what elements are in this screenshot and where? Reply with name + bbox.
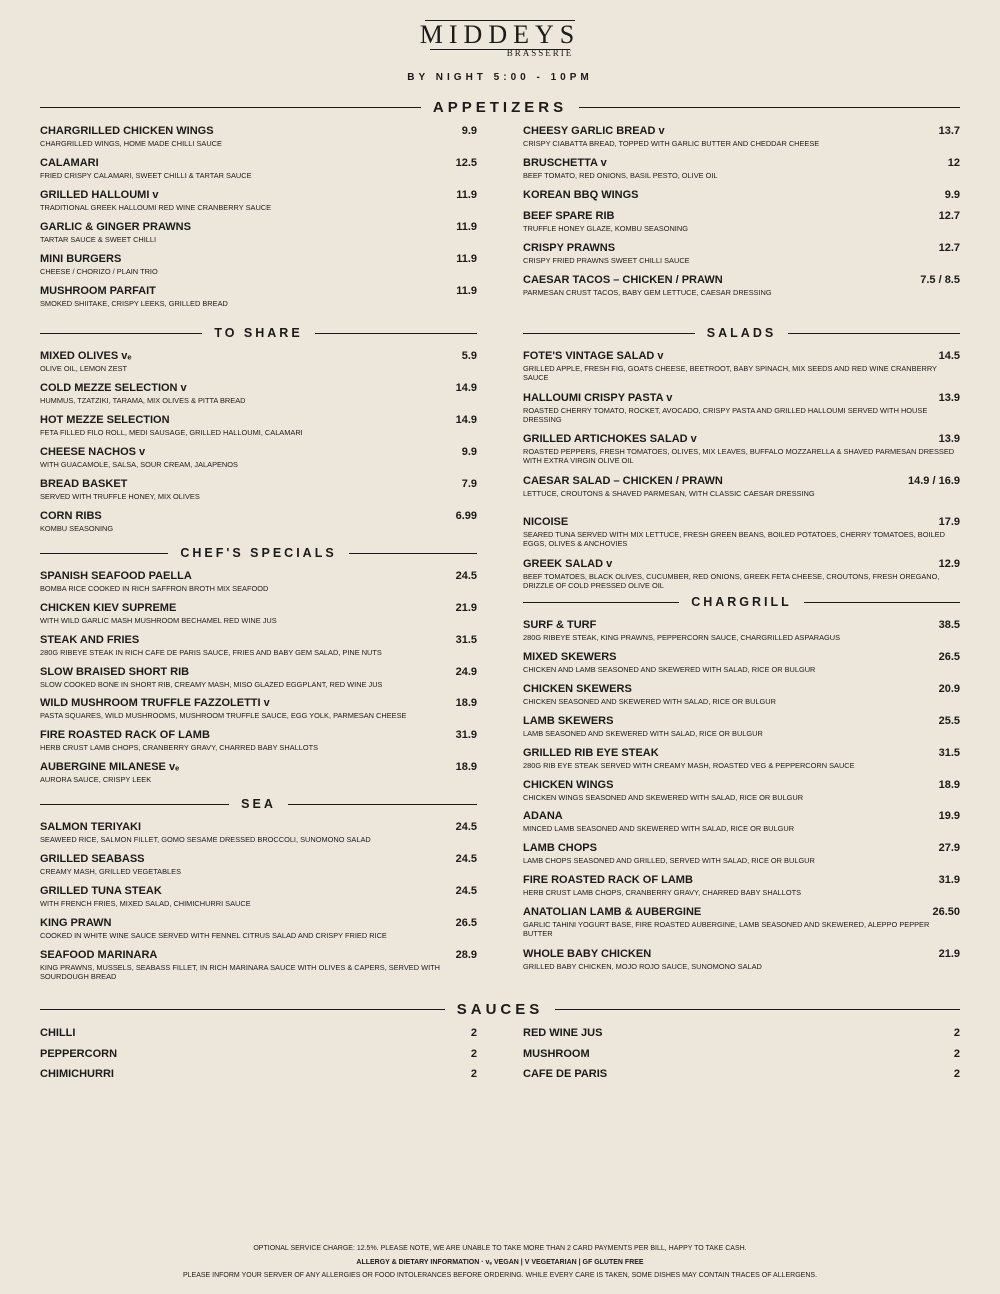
menu-item-price: 2 [953,1068,960,1080]
menu-item [40,414,477,437]
menu-item-row [523,842,960,854]
menu-item [40,382,477,405]
menu-item-description: FRIED CRISPY CALAMARI, SWEET CHILLI & TARTAR SAUCE [40,171,252,180]
menu-item-price: 18.9 [938,779,960,791]
menu-item-name: CAFE DE PARIS [523,1068,608,1080]
menu-item [40,853,477,876]
menu-item-description: KING PRAWNS, MUSSELS, SEABASS FILLET, IN RICH MARINARA SAUCE WITH OLIVES & CAPERS, SERVED WITH SOURDOUGH BREAD [40,963,440,981]
menu-item-price: 14.5 [938,350,960,362]
menu-item-name: STEAK AND FRIES [40,634,140,646]
menu-item-row [523,475,960,487]
menu-item-name: CAESAR TACOS – CHICKEN / PRAWN [523,274,723,286]
menu-item-description: 280G RIBEYE STEAK, KING PRAWNS, PEPPERCORN SAUCE, CHARGRILLED ASPARAGUS [523,633,841,642]
menu-item-name: PEPPERCORN [40,1047,118,1060]
menu-item-name: AUBERGINE MILANESE vₑ [40,761,180,773]
menu-item-price: 2 [953,1027,960,1039]
menu-item [40,666,477,689]
menu-item [523,683,960,706]
menu-item-row [523,651,960,663]
menu-item-name: SALMON TERIYAKI [40,821,142,833]
menu-item-description: BOMBA RICE COOKED IN RICH SAFFRON BROTH MIX SEAFOOD [40,584,269,593]
menu-item-row [40,761,477,773]
menu-item-price: 11.9 [456,189,477,201]
menu-item-name: CHIMICHURRI [40,1068,114,1080]
menu-item-description: GARLIC TAHINI YOGURT BASE, FIRE ROASTED AUBERGINE, LAMB SEASONED AND SKEWERED, ALEPPO PEPPER BUTTER [523,920,930,938]
menu-item [40,1048,477,1060]
menu-item-name: CORN RIBS [40,510,102,522]
menu-item [523,1048,960,1060]
section-title: APPETIZERS [432,99,568,116]
menu-item-name: GARLIC & GINGER PRAWNS [40,221,191,233]
menu-item-price: 18.9 [455,697,477,709]
menu-item-description: CRISPY CIABATTA BREAD, TOPPED WITH GARLIC BUTTER AND CHEDDAR CHEESE [523,139,820,148]
menu-item-description: ROASTED CHERRY TOMATO, ROCKET, AVOCADO, CRISPY PASTA AND GRILLED HALLOUMI SERVED WITH HOUSE DRESSING [523,405,928,424]
menu-item-price: 7.5 / 8.5 [920,274,960,286]
allergen-notice: PLEASE INFORM YOUR SERVER OF ANY ALLERGIES OR FOOD INTOLERANCES BEFORE ORDERING. WHILE EVERY CARE IS TAKEN, SOME DISHES MAY CONTAIN TRACES OF ALLERGENS. [182,1272,818,1279]
menu-item-row [523,392,960,404]
menu-item-description: CREAMY MASH, GRILLED VEGETABLES [40,867,182,876]
menu-item [40,125,477,148]
menu-item-price: 11.9 [456,285,477,297]
menu-item-name: KOREAN BBQ WINGS [523,189,639,201]
menu-item [523,475,960,498]
menu-item-row [40,634,477,646]
menu-item-name: MINI BURGERS [40,253,122,265]
menu-item-name: CRISPY PRAWNS [523,242,616,254]
menu-item-name: FOTE'S VINTAGE SALAD v [523,350,664,362]
menu-item-description: CHICKEN SEASONED AND SKEWERED WITH SALAD, RICE OR BULGUR [523,697,776,706]
menu-item [523,810,960,833]
menu-item-price: 12.9 [938,557,960,570]
menu-item [40,189,477,212]
menu-item [40,253,477,276]
menu-item-price: 5.9 [461,350,477,362]
menu-item-row [523,619,960,631]
menu-item [523,516,960,548]
menu-item-row [523,683,960,695]
menu-item [523,948,960,971]
menu-item-name: FIRE ROASTED RACK OF LAMB [40,729,210,741]
menu-item-price: 11.9 [456,253,477,265]
menu-item [523,651,960,674]
menu-item-name: MUSHROOM PARFAIT [40,285,156,297]
menu-item-price: 17.9 [938,516,960,528]
menu-item-price: 6.99 [455,510,477,522]
menu-item [40,478,477,501]
menu-item-price: 31.5 [455,634,477,646]
menu-item-row [40,350,477,362]
menu-item-description: FETA FILLED FILO ROLL, MEDI SAUSAGE, GRILLED HALLOUMI, CALAMARI [40,428,303,437]
menu-item [40,729,477,752]
menu-item-row [523,189,960,201]
menu-item-row [523,274,960,286]
menu-item-description: MINCED LAMB SEASONED AND SKEWERED WITH SALAD, RICE OR BULGUR [523,824,795,833]
menu-item-description: SEARED TUNA SERVED WITH MIX LETTUCE, FRESH GREEN BEANS, BOILED POTATOES, CHERRY TOMATOES, BOILED EGGS, OLIVES & ANCHOVIES [523,530,945,548]
menu-item-price: 31.9 [938,874,960,886]
menu-item-name: COLD MEZZE SELECTION v [40,382,187,394]
section-title: CHARGRILL [691,595,792,609]
menu-item-name: RED WINE JUS [523,1027,603,1039]
menu-item-price: 2 [470,1068,477,1080]
menu-item-description: LETTUCE, CROUTONS & SHAVED PARMESAN, WITH CLASSIC CAESAR DRESSING [523,488,815,498]
menu-item [40,510,477,533]
menu-item-name: HOT MEZZE SELECTION [40,414,170,426]
menu-item-price: 14.9 / 16.9 [908,474,960,487]
menu-item-row [40,1068,477,1080]
menu-item [523,619,960,642]
section-header-to-share [40,326,477,340]
menu-item-price: 12.7 [938,210,960,222]
menu-item-row [40,414,477,426]
menu-item-name: SLOW BRAISED SHORT RIB [40,666,190,678]
menu-item-description: HERB CRUST LAMB CHOPS, CRANBERRY GRAVY, CHARRED BABY SHALLOTS [523,888,802,897]
menu-item [40,761,477,784]
menu-item-row [523,948,960,960]
menu-item-row [40,1048,477,1060]
menu-item-row [40,125,477,137]
menu-item-row [523,558,960,570]
menu-item-price: 28.9 [455,949,477,961]
menu-item-price: 2 [470,1047,477,1060]
menu-item-row [40,729,477,741]
menu-item [523,125,960,148]
menu-item-row [523,516,960,528]
menu-item-name: ANATOLIAN LAMB & AUBERGINE [523,906,702,918]
menu-item-description: TRADITIONAL GREEK HALLOUMI RED WINE CRANBERRY SAUCE [40,203,272,212]
menu-item-row [40,253,477,265]
menu-item-name: CHEESY GARLIC BREAD v [523,125,665,137]
menu-item-name: GRILLED RIB EYE STEAK [523,747,659,759]
section-header-sea [40,797,477,811]
menu-item-price: 13.9 [938,391,960,404]
menu-item [40,221,477,244]
menu-item [523,350,960,382]
menu-item-row [40,885,477,897]
menu-item [523,558,960,590]
menu-item [40,446,477,469]
section-header-chargrill [523,595,960,609]
menu-item [40,1027,477,1039]
menu-item-price: 24.9 [455,666,477,678]
menu-item-price: 26.5 [938,651,960,663]
menu-item-price: 12 [947,157,960,169]
menu-item-row [523,779,960,791]
menu-item-row [40,853,477,865]
menu-item-price: 12.7 [938,242,960,254]
menu-item-name: CHARGRILLED CHICKEN WINGS [40,125,214,137]
menu-item-name: KING PRAWN [40,917,112,929]
menu-item-price: 26.50 [932,906,960,918]
brand-name: MIDDEYS [419,20,581,49]
menu-item-description: HERB CRUST LAMB CHOPS, CRANBERRY GRAVY, CHARRED BABY SHALLOTS [40,743,319,752]
menu-item [40,949,477,981]
menu-item-price: 11.9 [456,221,477,233]
menu-item-price: 21.9 [455,602,477,614]
section-header-sauces [40,1001,960,1018]
menu-item-name: LAMB SKEWERS [523,715,614,727]
menu-item-description: SERVED WITH TRUFFLE HONEY, MIX OLIVES [40,492,200,501]
menu-item [40,570,477,593]
menu-item-description: CHARGRILLED WINGS, HOME MADE CHILLI SAUCE [40,139,222,148]
menu-item-row [523,157,960,169]
menu-item-price: 19.9 [938,810,960,822]
menu-item-name: GRILLED HALLOUMI v [40,189,159,201]
section-title: SEA [241,797,276,811]
menu-item [523,747,960,770]
menu-item-description: KOMBU SEASONING [40,524,114,533]
section-title: TO SHARE [214,326,303,340]
service-charge-note: OPTIONAL SERVICE CHARGE: 12.5%. PLEASE NOTE, WE ARE UNABLE TO TAKE MORE THAN 2 CARD PAYMENTS PER BILL, HAPPY TO TAKE CASH. [253,1245,747,1252]
menu-item-row [523,874,960,886]
menu-item-name: MIXED OLIVES vₑ [40,350,132,362]
section-title: SAUCES [456,1001,544,1018]
section-header-appetizers [40,99,960,116]
menu-item-row [40,189,477,201]
menu-item-price: 26.5 [455,917,477,929]
menu-item-price: 21.9 [938,948,960,960]
menu-item-row [523,1027,960,1039]
menu-item-name: CHICKEN WINGS [523,779,614,791]
menu-item-name: BEEF SPARE RIB [523,210,615,222]
menu-item-description: OLIVE OIL, LEMON ZEST [40,364,128,373]
menu-item-row [523,433,960,445]
menu-item-row [523,906,960,918]
menu-item-name: ADANA [523,810,563,822]
menu-item-row [40,821,477,833]
menu-item-price: 2 [470,1027,477,1039]
menu-item-description: CHICKEN AND LAMB SEASONED AND SKEWERED WITH SALAD, RICE OR BULGUR [523,665,816,674]
menu-item-description: WITH GUACAMOLE, SALSA, SOUR CREAM, JALAPENOS [40,460,238,469]
menu-item-row [523,715,960,727]
menu-item-price: 27.9 [938,842,960,854]
menu-item-name: LAMB CHOPS [523,842,597,854]
menu-item [40,697,477,720]
menu-item-description: PARMESAN CRUST TACOS, BABY GEM LETTUCE, CAESAR DRESSING [523,288,772,297]
brand-subtitle: BRASSERIE [506,48,574,58]
menu-item-name: MIXED SKEWERS [523,651,617,663]
menu-item-description: 280G RIBEYE STEAK IN RICH CAFE DE PARIS SAUCE, FRIES AND BABY GEM SALAD, PINE NUTS [40,648,382,657]
menu-item [40,1068,477,1080]
menu-item [40,885,477,908]
menu-item-description: GRILLED BABY CHICKEN, MOJO ROJO SAUCE, SUNOMONO SALAD [523,962,762,971]
menu-item-name: BRUSCHETTA v [523,157,607,169]
menu-item-name: SURF & TURF [523,619,597,631]
menu-item-name: WHOLE BABY CHICKEN [523,948,652,960]
menu-item-name: GRILLED TUNA STEAK [40,885,162,897]
menu-item-name: CHILLI [40,1027,76,1039]
menu-item [40,917,477,940]
menu-item-name: BREAD BASKET [40,478,128,490]
menu-item-row [523,1048,960,1060]
menu-item-price: 24.5 [455,821,477,833]
menu-item-name: SPANISH SEAFOOD PAELLA [40,570,192,582]
menu-item-row [40,666,477,678]
menu-item-description: 280G RIB EYE STEAK SERVED WITH CREAMY MASH, ROASTED VEG & PEPPERCORN SAUCE [523,761,855,770]
menu-item [523,1027,960,1039]
menu-item-price: 18.9 [455,761,477,773]
brand-logo [0,20,1000,58]
menu-item [40,350,477,373]
menu-item-name: MUSHROOM [523,1047,590,1060]
menu-item-row [40,917,477,929]
allergy-legend: ALLERGY & DIETARY INFORMATION · vₑ VEGAN | V VEGETARIAN | GF GLUTEN FREE [356,1259,644,1266]
menu-item [523,189,960,201]
menu-item-price: 31.9 [455,729,477,741]
menu-item-name: FIRE ROASTED RACK OF LAMB [523,874,693,886]
menu-item-price: 20.9 [938,683,960,695]
menu-item-name: SEAFOOD MARINARA [40,949,158,961]
section-header-salads [523,326,960,340]
menu-item [40,157,477,180]
menu-item-description: CHEESE / CHORIZO / PLAIN TRIO [40,267,158,276]
menu-item-row [40,949,477,961]
menu-item-price: 31.5 [938,747,960,759]
menu-item [523,874,960,897]
menu-item-description: AURORA SAUCE, CRISPY LEEK [40,775,152,784]
section-header-chefs-specials [40,546,477,560]
menu-item-name: CAESAR SALAD – CHICKEN / PRAWN [523,474,723,487]
menu-item-description: SEAWEED RICE, SALMON FILLET, GOMO SESAME DRESSED BROCCOLI, SUNOMONO SALAD [40,835,371,844]
menu-item-row [40,602,477,614]
menu-item-row [40,446,477,458]
menu-item-name: CHICKEN SKEWERS [523,683,632,695]
menu-item-description: ROASTED PEPPERS, FRESH TOMATOES, OLIVES, MIX LEAVES, BUFFALO MOZZARELLA & SHAVED PARMESAN DRESSED WITH EXTRA VIRGIN OLIVE OIL [523,447,955,465]
menu-item-row [40,157,477,169]
menu-item-price: 25.5 [938,715,960,727]
menu-item-row [523,1068,960,1080]
menu-item-row [40,382,477,394]
menu-item-price: 14.9 [455,414,477,426]
menu-item [523,157,960,180]
menu-item-description: GRILLED APPLE, FRESH FIG, GOATS CHEESE, BEETROOT, BABY SPINACH, MIX SEEDS AND RED WINE CRANBERRY SAUCE [523,364,937,382]
menu-item-row [523,125,960,137]
menu-item [523,210,960,233]
section-title: CHEF'S SPECIALS [180,546,337,560]
menu-item-description: BEEF TOMATO, RED ONIONS, BASIL PESTO, OLIVE OIL [523,171,718,180]
menu-item-price: 12.5 [455,157,477,169]
menu-item-name: CALAMARI [40,157,99,169]
menu-item-price: 13.7 [938,125,960,137]
menu-item-name: GREEK SALAD v [523,557,613,570]
menu-item [523,433,960,465]
menu-item-description: CHICKEN WINGS SEASONED AND SKEWERED WITH SALAD, RICE OR BULGUR [523,793,804,802]
menu-item-row [523,210,960,222]
menu-item-price: 24.5 [455,853,477,865]
menu-item-name: WILD MUSHROOM TRUFFLE FAZZOLETTI v [40,697,270,709]
menu-item [40,602,477,625]
menu-item-price: 24.5 [455,885,477,897]
menu-item-price: 38.5 [938,619,960,631]
menu-item [523,1068,960,1080]
menu-item-price: 9.9 [461,446,477,458]
menu-item-row [40,697,477,709]
menu-item-description: TARTAR SAUCE & SWEET CHILLI [40,235,157,244]
menu-item [523,715,960,738]
menu-item-price: 13.9 [938,433,960,445]
menu-item-row [523,242,960,254]
menu-item-row [523,810,960,822]
menu-item [523,779,960,802]
menu-item-row [40,570,477,582]
menu-item-row [523,747,960,759]
menu-item-price: 9.9 [944,189,960,201]
menu-item [40,634,477,657]
menu-item [523,906,960,938]
menu-item-description: HUMMUS, TZATZIKI, TARAMA, MIX OLIVES & PITTA BREAD [40,396,246,405]
menu-item-description: TRUFFLE HONEY GLAZE, KOMBU SEASONING [523,224,688,233]
menu-item-description: BEEF TOMATOES, BLACK OLIVES, CUCUMBER, RED ONIONS, GREEK FETA CHEESE, CROUTONS, FRESH OREGANO, DRIZZLE OF COLD PRESSED OLIVE OIL [523,571,940,590]
menu-item-description: WITH WILD GARLIC MASH MUSHROOM BECHAMEL RED WINE JUS [40,616,277,625]
menu-item-description: LAMB CHOPS SEASONED AND GRILLED, SERVED WITH SALAD, RICE OR BULGUR [523,856,815,865]
menu-item [523,392,960,424]
menu-item-name: GRILLED ARTICHOKES SALAD v [523,433,697,445]
menu-item-row [40,1027,477,1039]
menu-item-row [40,221,477,233]
menu-item-description: CRISPY FRIED PRAWNS SWEET CHILLI SAUCE [523,256,690,265]
menu-item-description: COOKED IN WHITE WINE SAUCE SERVED WITH FENNEL CITRUS SALAD AND CRISPY FRIED RICE [40,931,387,940]
menu-item-price: 24.5 [455,570,477,582]
menu-item-price: 7.9 [461,478,477,490]
menu-item-name: HALLOUMI CRISPY PASTA v [523,391,673,404]
menu-item-row [40,510,477,522]
menu-item-row [40,478,477,490]
menu-item-description: WITH FRENCH FRIES, MIXED SALAD, CHIMICHURRI SAUCE [40,899,251,908]
menu-item-row [40,285,477,297]
menu-item [40,285,477,308]
menu-item-name: GRILLED SEABASS [40,853,145,865]
menu-item-name: CHICKEN KIEV SUPREME [40,602,177,614]
menu-item-price: 9.9 [461,125,477,137]
section-title: SALADS [706,326,777,340]
service-hours: BY NIGHT 5:00 - 10PM [407,72,593,83]
menu-item [523,242,960,265]
menu-item-row [523,350,960,362]
menu-item-name: NICOISE [523,516,569,528]
menu-item [523,274,960,297]
menu-item [523,842,960,865]
menu-item-price: 2 [953,1047,960,1060]
menu-item [40,821,477,844]
menu-item-price: 14.9 [455,382,477,394]
menu-item-name: CHEESE NACHOS v [40,446,146,458]
menu-item-description: SMOKED SHIITAKE, CRISPY LEEKS, GRILLED BREAD [40,299,228,308]
menu-item-description: LAMB SEASONED AND SKEWERED WITH SALAD, RICE OR BULGUR [523,729,763,738]
menu-item-description: PASTA SQUARES, WILD MUSHROOMS, MUSHROOM TRUFFLE SAUCE, EGG YOLK, PARMESAN CHEESE [40,711,407,720]
menu-item-description: SLOW COOKED BONE IN SHORT RIB, CREAMY MASH, MISO GLAZED EGGPLANT, RED WINE JUS [40,680,383,689]
